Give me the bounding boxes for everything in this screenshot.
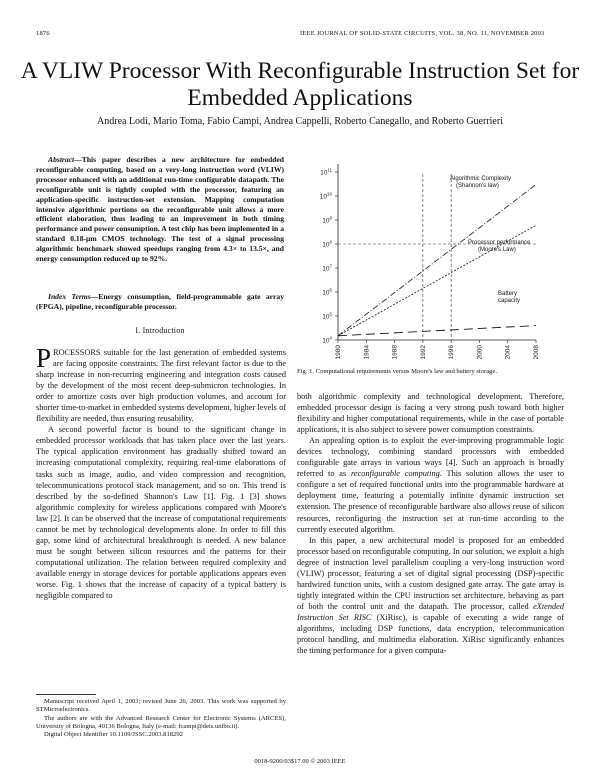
legend-sublabel-2: (Moore's Law) — [478, 247, 516, 253]
x-tick-label: 1984 — [363, 345, 371, 360]
series-line-1 — [338, 185, 536, 336]
right-paragraph-2: An appealing option is to exploit the ever-improving programmable logic devices technology, combining standard processors with embedded configurable gate arrays in various ways [4]. Such an approach is broadly referred to as reconfigurable computing. This solution allows the user to configure a set of required functional units into the programmable hardware at deployment time, featuring a potentially infinite dynamic instruction set extension. The presence of reconfigurable hardware also allows reuse of silicon resources, reconfiguring the instruction set at run-time according to the currently executed algorithm. — [297, 436, 564, 534]
legend-label-3: Battery — [498, 291, 518, 297]
y-tick-label: $10^5$ — [322, 311, 332, 321]
authors: Andrea Lodi, Mario Toma, Fabio Campi, Andrea Cappelli, Roberto Canegallo, and Roberto Guerrieri — [97, 116, 503, 127]
x-tick-label: 1996 — [448, 345, 456, 360]
left-column-text — [36, 343, 286, 601]
drop-cap: P — [36, 343, 52, 373]
footnote-rule — [36, 694, 96, 695]
figure-1-chart — [300, 160, 560, 365]
section-heading: I. Introduction — [135, 326, 185, 335]
x-tick-label: 2000 — [476, 345, 484, 360]
index-terms-label: Index Terms— — [48, 292, 99, 301]
index-terms — [36, 292, 284, 312]
right-paragraph-3: In this paper, a new architectural model is proposed for an embedded processor based on reconfigurable computing. In our solution, we exploit a high degree of instruction level parallelism coupling a very-long instruction word (VLIW) processor, featuring a set of digital signal processing (DSP)-specific hardwired function units, with a custom designed gate array. The gate array is tightly integrated within the CPU instruction set architecture, behaving as part of both the control unit and the datapath. The processor, called eXtended Instruction Set RISC (XiRisc), is capable of executing a wide range of algorithms, including DSP functions, data encryption, telecommunication protocol handling, and multimedia elaboration. XiRisc significantly enhances the timing performance for a given computa- — [297, 535, 564, 656]
journal-header: IEEE JOURNAL OF SOLID-STATE CIRCUITS, VOL. 38, NO. 11, NOVEMBER 2003 — [300, 30, 545, 37]
footnote-doi: Digital Object Identifier 10.1109/JSSC.2003.818292 — [44, 731, 183, 739]
intro-paragraph-2: A second powerful factor is bound to the significant change in embedded processor workloads that has taken place over the last years. The typical application environment has gradually shifted toward an increasing computational complexity, requiring real-time elaborations of tasks such as image, audio, and video compression and recognition, telecommunications protocol stack management, and so on. This trend is described by the so-defined Shannon's Law [1]. Fig. 1 [3] shows algorithmic complexity for wireless applications compared with Moore's law [2]. It can be observed that the increase of computational requirements cannot be met by technological developments alone. In order to fill this gap, some kind of architectural breakthrough is needed. A new balance must be sought between silicon resources and the patterns for their computational utilization. The relation between required complexity and available energy in storage devices for portable applications appears even worse. Fig. 1 shows that the increase of capacity of a typical battery is negligible compared to — [36, 425, 286, 601]
intro-paragraph-1: PROCESSORS suitable for the last generation of embedded systems are facing opposite constraints. The first relevant factor is due to the sharp increase in non-recurring engineering and integration costs caused by the development of the most recent deep-submicron technologies. In order to amortize costs over high production volumes, and account for shorter time-to-market in embedded systems development, higher levels of flexibility are needed, thus ensuring reusability. — [36, 343, 286, 424]
figure-caption: Fig. 1. Computational requirements versus Moore's law and battery storage. — [297, 368, 498, 375]
copyright: 0018-9200/03$17.00 © 2003 IEEE — [254, 758, 346, 765]
footnotes — [36, 698, 286, 739]
x-tick-label: 1988 — [391, 345, 399, 360]
y-tick-label: $10^6$ — [322, 287, 332, 297]
paper-title: A VLIW Processor With Reconfigurable Instruction Set for Embedded Applications — [20, 58, 580, 111]
legend-label-2: Processor performance — [468, 240, 531, 246]
page-number: 1876 — [36, 30, 50, 37]
y-tick-label: $10^8$ — [322, 239, 332, 249]
y-tick-label: $10^{11}$ — [320, 167, 332, 177]
legend-sublabel-1: (Shannon's law) — [456, 183, 499, 189]
x-tick-label: 2008 — [533, 345, 540, 360]
legend-label-1: Algorithmic Complexity — [450, 176, 512, 182]
x-tick-label: 1980 — [335, 345, 342, 360]
index-terms-text: Energy consumption, field-programmable gate array (FPGA), pipeline, reconfigurable processor. — [36, 292, 284, 311]
abstract-label: Abstract— — [48, 155, 82, 164]
right-column-text — [297, 391, 564, 656]
legend-sublabel-3: capacity — [498, 298, 521, 304]
right-paragraph-1: both algorithmic complexity and technological development. Therefore, embedded processor design is facing a very strong push toward both higher flexibility and higher computational requirements, while in the case of portable applications, it is also subject to severe power consumption constraints. — [297, 392, 564, 435]
y-tick-label: $10^{10}$ — [319, 191, 332, 201]
footnote-affiliation: The authors are with the Advanced Research Center for Electronic Systems (ARCES), University of Bologna, 40136 Bologna, Italy (e-mail: fcampi@deis.unibo.it). — [36, 714, 286, 730]
x-tick-label: 1992 — [419, 345, 427, 360]
y-tick-label: $10^4$ — [322, 335, 332, 345]
footnote-received: Manuscript received April 1, 2003; revised June 26, 2003. This work was supported by STMicroelectronics. — [36, 698, 286, 714]
x-tick-label: 2004 — [504, 345, 512, 360]
y-tick-label: $10^9$ — [322, 215, 332, 225]
abstract — [36, 155, 284, 264]
abstract-text: This paper describes a new architecture for embedded reconfigurable computing, based on a very-long instruction word (VLIW) processor enhanced with an additional run-time configurable datapath. The reconfigurable unit is tightly coupled with the processor, featuring an application-specific instruction-set extension. Mapping computation intensive algorithmic portions on the reconfigurable unit allows a more efficient elaboration, thus leading to an improvement in both timing performance and power consumption. A test chip has been implemented in a standard 0.18-μm CMOS technology. The test of a signal processing algorithmic benchmark showed speedups ranging from 4.3× to 13.5×, and energy consumption reduced up to 92%. — [36, 155, 284, 264]
y-tick-label: $10^7$ — [322, 263, 332, 273]
series-line-3 — [338, 326, 536, 336]
